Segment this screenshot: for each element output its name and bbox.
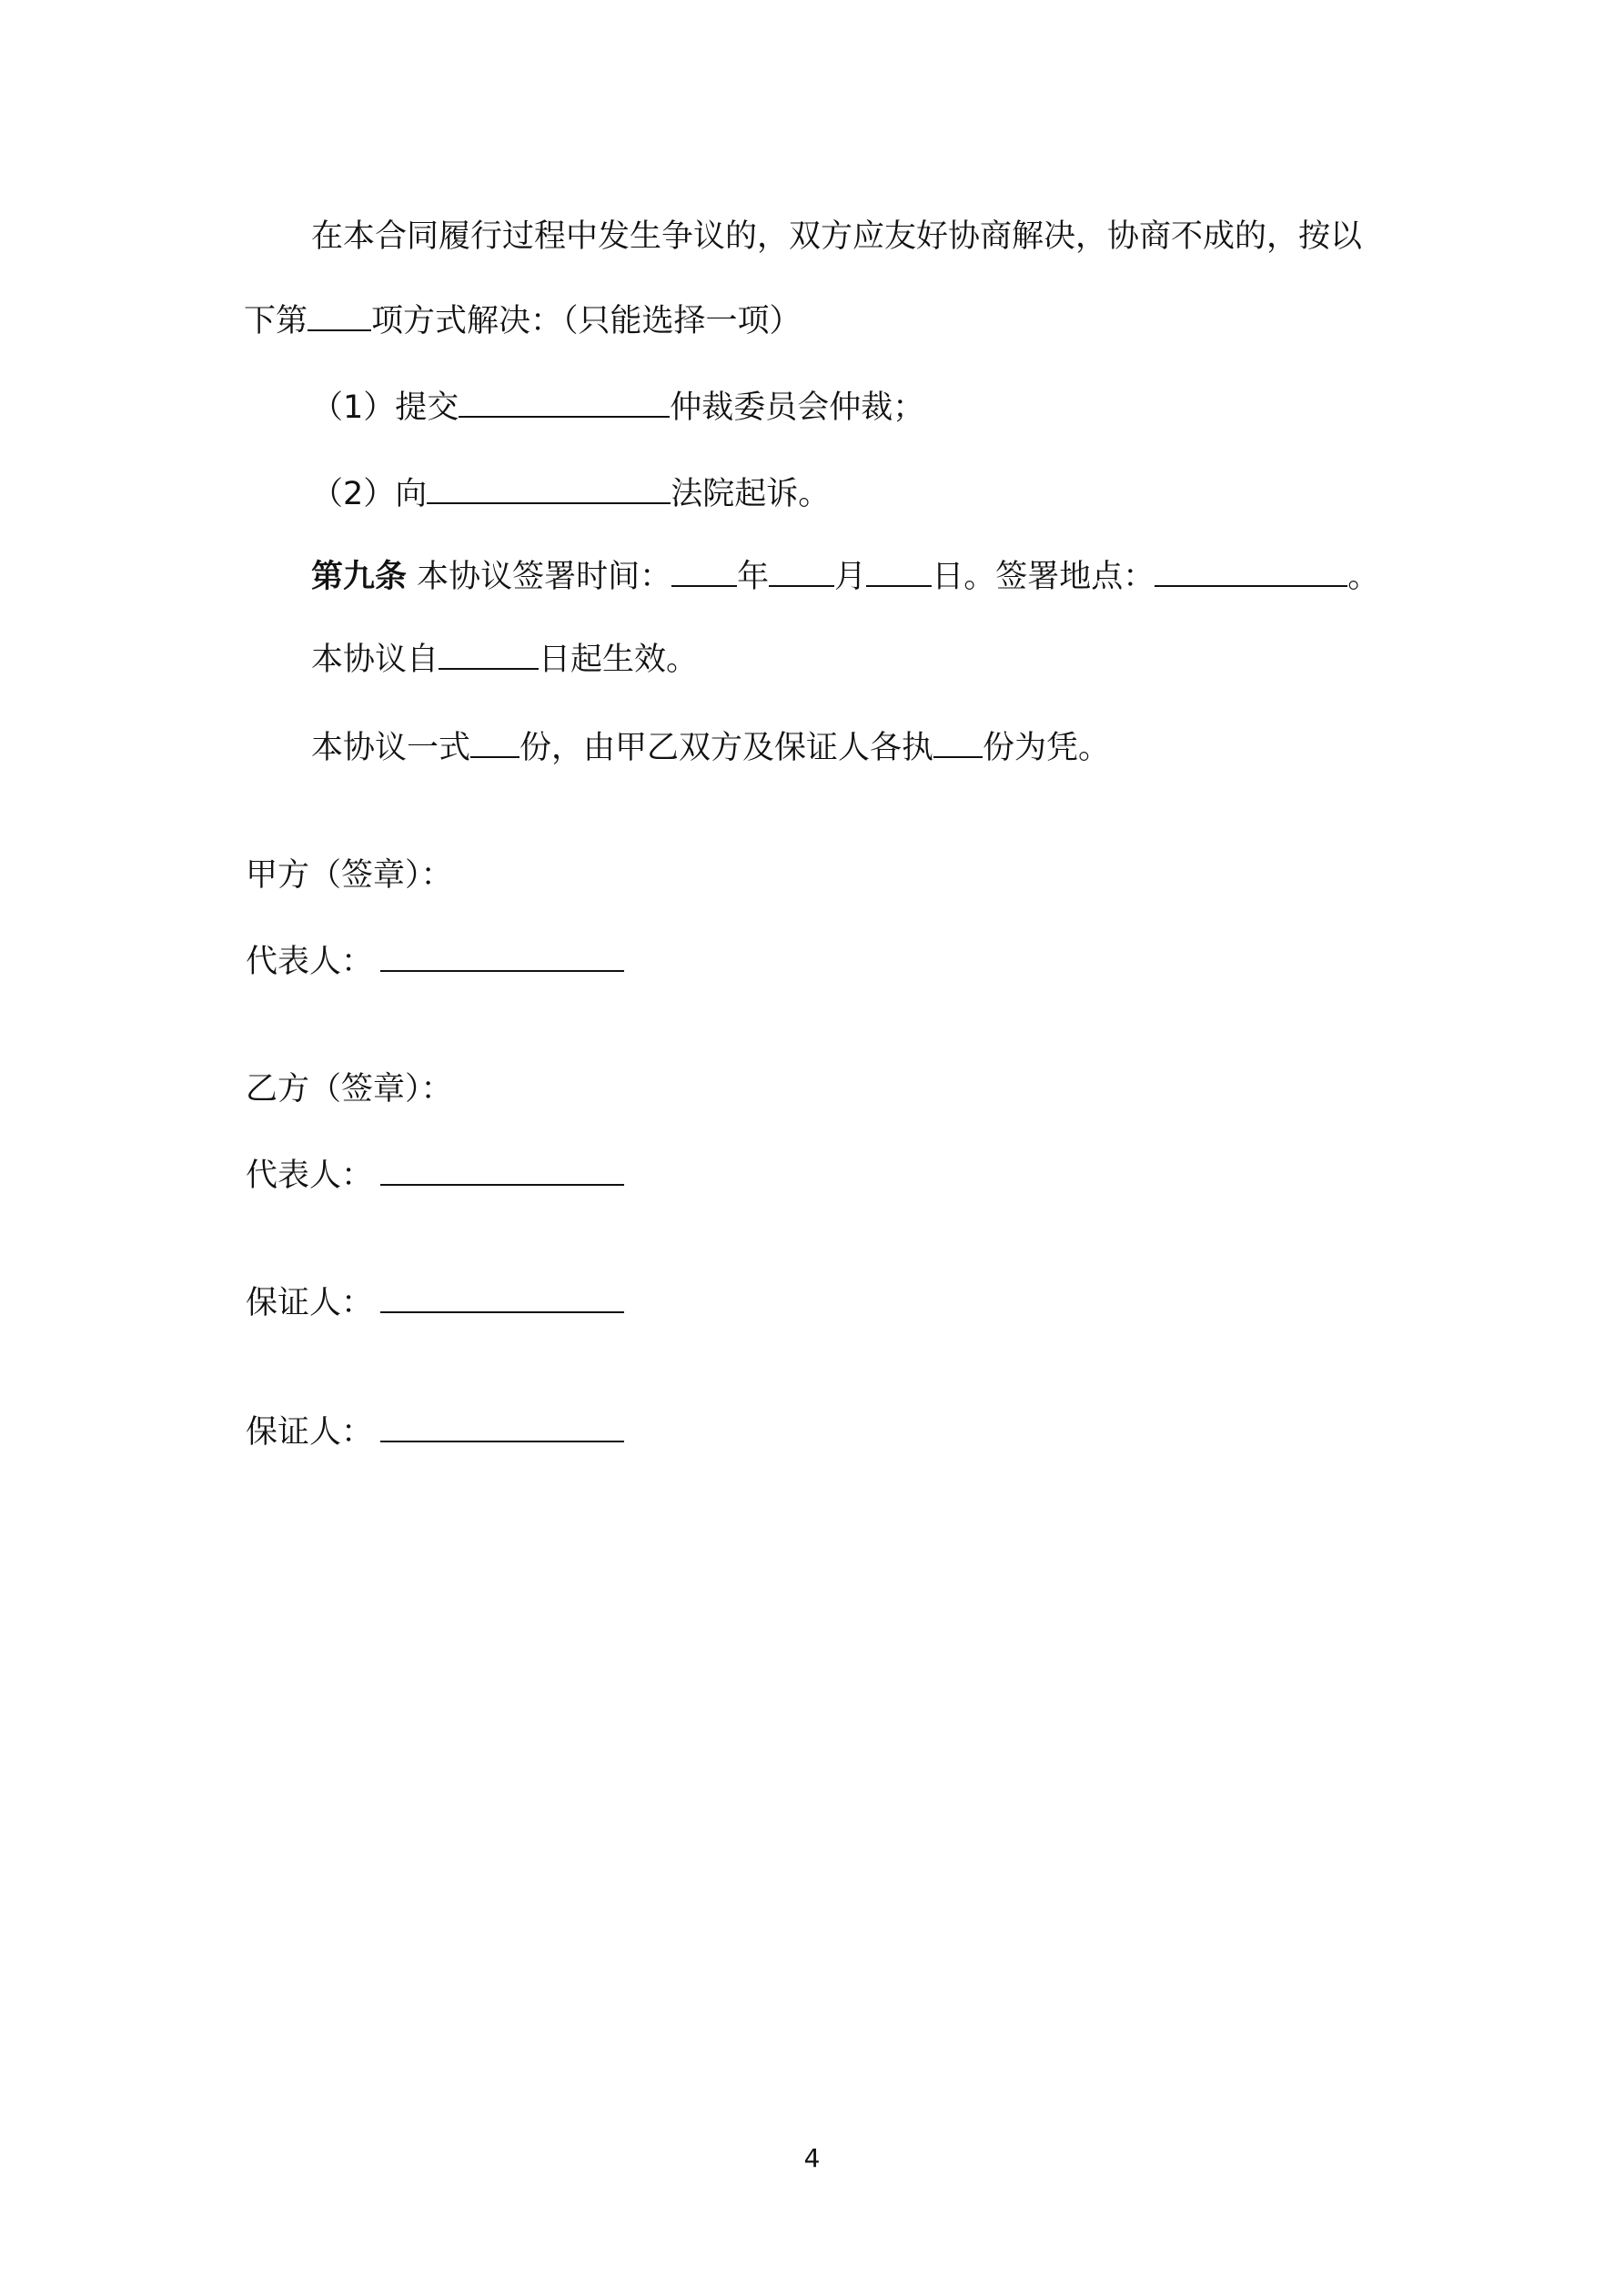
month-label: 月 — [834, 559, 867, 595]
copies-middle: 份，由甲乙双方及保证人各执 — [519, 730, 934, 766]
sign-month-blank[interactable] — [769, 558, 834, 587]
sign-year-blank[interactable] — [671, 558, 737, 587]
party-a-label: 甲方（签章）： — [246, 857, 453, 894]
copies-suffix: 份为凭。 — [983, 730, 1111, 766]
effective-line — [311, 640, 698, 680]
page-number: 4 — [803, 2143, 821, 2173]
option-1-prefix: （1）提交 — [311, 389, 459, 426]
option-2-suffix: 法院起诉。 — [671, 476, 831, 512]
arbitration-committee-blank[interactable] — [459, 389, 670, 418]
guarantor-1-label: 保证人： — [246, 1285, 374, 1321]
party-b-rep-line — [246, 1156, 624, 1196]
dispute-paragraph-line-2 — [244, 301, 802, 341]
article-9-line — [311, 557, 1379, 597]
party-a-rep-label: 代表人： — [246, 944, 374, 980]
year-label: 年 — [737, 559, 770, 595]
option-1-suffix: 仲裁委员会仲裁； — [670, 389, 925, 426]
total-copies-blank[interactable] — [470, 729, 519, 758]
option-2-prefix: （2）向 — [311, 476, 428, 512]
party-b-rep-label: 代表人： — [246, 1158, 374, 1194]
copies-line — [311, 728, 1110, 768]
sign-place-blank[interactable] — [1155, 558, 1347, 587]
copies-prefix: 本协议一式 — [311, 730, 471, 766]
dispute-line-2-prefix: 下第 — [244, 303, 308, 339]
dispute-line-1-text: 在本合同履行过程中发生争议的，双方应友好协商解决，协商不成的，按以 — [311, 218, 1363, 255]
article-9-heading: 第九条 — [311, 559, 408, 595]
effective-suffix: 日起生效。 — [539, 642, 699, 678]
article-9-end: 。 — [1347, 559, 1380, 595]
guarantor-1-line — [246, 1283, 624, 1323]
party-b-label: 乙方（签章）： — [246, 1071, 453, 1108]
effective-prefix: 本协议自 — [311, 642, 439, 678]
article-9-text: 本协议签署时间： — [407, 559, 672, 595]
sign-day-blank[interactable] — [866, 558, 932, 587]
guarantor-2-blank[interactable] — [380, 1413, 624, 1442]
day-place-label: 日。签署地点： — [932, 559, 1155, 595]
party-a-rep-line — [246, 942, 624, 982]
guarantor-1-blank[interactable] — [380, 1284, 624, 1313]
option-1-line — [311, 388, 924, 428]
dispute-line-2-suffix: 项方式解决：（只能选择一项） — [371, 303, 802, 339]
each-copies-blank[interactable] — [933, 729, 983, 758]
party-b-rep-blank[interactable] — [380, 1157, 624, 1186]
effective-date-blank[interactable] — [439, 641, 539, 670]
guarantor-2-line — [246, 1412, 624, 1452]
option-2-line — [311, 474, 830, 514]
party-b-line — [246, 1069, 453, 1109]
guarantor-2-label: 保证人： — [246, 1414, 374, 1451]
court-blank[interactable] — [427, 475, 671, 504]
dispute-paragraph-line-1 — [311, 217, 1362, 257]
party-a-rep-blank[interactable] — [380, 943, 624, 972]
party-a-line — [246, 855, 453, 895]
method-number-blank[interactable] — [308, 302, 371, 331]
